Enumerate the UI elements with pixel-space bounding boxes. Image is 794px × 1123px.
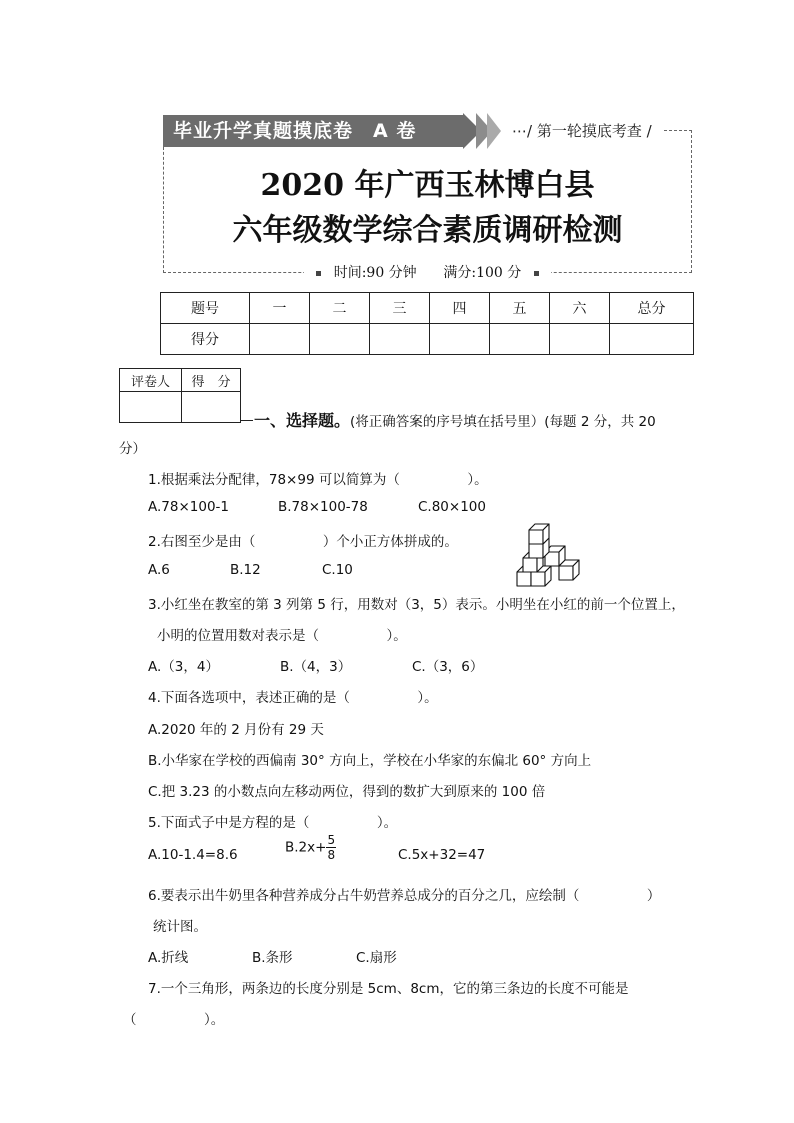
score-cell: 二 [310, 293, 370, 324]
scorer-box [119, 368, 241, 423]
section1-title: 一、选择题。 [254, 411, 351, 430]
cube-icon [529, 524, 549, 544]
q4-option-a[interactable]: A.2020 年的 2 月份有 29 天 [148, 722, 324, 738]
score-input-cell[interactable] [490, 324, 550, 355]
q2-option-a[interactable]: A.6 [148, 562, 170, 578]
q3-option-c[interactable]: C.（3，6） [412, 659, 484, 675]
exam-full-score: 满分:100 分 [443, 265, 522, 281]
fraction-numerator: 5 [327, 833, 336, 847]
section1-instruction: (将正确答案的序号填在括号里）(每题 2 分，共 20 [350, 414, 656, 430]
score-cell: 六 [550, 293, 610, 324]
q1-option-b[interactable]: B.78×100-78 [278, 499, 368, 515]
volume-label: A 卷 [373, 120, 417, 142]
q6-option-b[interactable]: B.条形 [252, 950, 293, 966]
score-cell: 题号 [161, 293, 250, 324]
square-bullet-icon [316, 271, 321, 276]
score-table-header-row [161, 293, 694, 324]
q7-stem-cont: （ ）。 [123, 1012, 225, 1028]
chevron-decoration-icon [487, 113, 501, 149]
score-input[interactable] [182, 392, 241, 423]
fraction-denominator: 8 [327, 848, 336, 862]
slash-icon: / [641, 122, 652, 140]
frame-divider [664, 130, 692, 131]
q3-option-a[interactable]: A.（3，4） [148, 659, 219, 675]
score-label: 得 分 [182, 369, 241, 392]
q6-option-a[interactable]: A.折线 [148, 950, 189, 966]
q2-option-b[interactable]: B.12 [230, 562, 261, 578]
score-table-score-row [161, 324, 694, 355]
exam-meta [163, 262, 692, 282]
section1-heading [254, 408, 656, 431]
score-input-cell[interactable] [550, 324, 610, 355]
reviewer-input[interactable] [120, 392, 182, 423]
slash-icon: ⋯/ [512, 122, 537, 140]
round-label: 第一轮摸底考查 [536, 122, 642, 140]
q5-option-b[interactable] [285, 833, 336, 862]
q1-stem: 1.根据乘法分配律，78×99 可以简算为（ ）。 [148, 472, 488, 488]
series-banner [163, 115, 463, 147]
score-input-cell[interactable] [370, 324, 430, 355]
score-cell: 四 [430, 293, 490, 324]
exam-title-line1: 2020 年广西玉林博白县 [260, 168, 595, 203]
score-input-cell[interactable] [250, 324, 310, 355]
section1-instruction-cont: 分） [119, 441, 146, 457]
score-input-cell[interactable] [610, 324, 694, 355]
q3-stem-cont: 小明的位置用数对表示是（ ）。 [157, 628, 407, 644]
q7-stem: 7.一个三角形，两条边的长度分别是 5cm、8cm，它的第三条边的长度不可能是 [148, 981, 629, 997]
q6-stem-cont: 统计图。 [153, 919, 207, 935]
q3-option-b[interactable]: B.（4，3） [280, 659, 352, 675]
score-cell: 三 [370, 293, 430, 324]
q6-stem: 6.要表示出牛奶里各种营养成分占牛奶营养总成分的百分之几，应绘制（ ） [148, 888, 661, 904]
fraction [326, 833, 336, 862]
q5-option-c[interactable]: C.5x+32=47 [398, 847, 486, 863]
q2-option-c[interactable]: C.10 [322, 562, 353, 578]
score-input-cell[interactable] [310, 324, 370, 355]
q4-stem: 4.下面各选项中，表述正确的是（ ）。 [148, 690, 438, 706]
exam-time: 时间:90 分钟 [333, 265, 417, 281]
score-cell: 一 [250, 293, 310, 324]
score-table [160, 292, 694, 355]
score-cell: 总分 [610, 293, 694, 324]
q1-option-a[interactable]: A.78×100-1 [148, 499, 230, 515]
score-input-cell[interactable] [430, 324, 490, 355]
reviewer-label: 评卷人 [120, 369, 182, 392]
square-bullet-icon [534, 271, 539, 276]
q2-stem: 2.右图至少是由（ ）个小正方体拼成的。 [148, 534, 458, 550]
exam-title-line2: 六年级数学综合素质调研检测 [232, 213, 623, 248]
q6-option-c[interactable]: C.扇形 [356, 950, 397, 966]
q1-option-c[interactable]: C.80×100 [418, 499, 486, 515]
q5-stem: 5.下面式子中是方程的是（ ）。 [148, 815, 398, 831]
cube-stack-figure [515, 520, 585, 590]
section-underline [241, 420, 253, 421]
q5-option-a[interactable]: A.10-1.4=8.6 [148, 847, 238, 863]
q4-option-c[interactable]: C.把 3.23 的小数点向左移动两位，得到的数扩大到原来的 100 倍 [148, 784, 546, 800]
q3-stem: 3.小红坐在教室的第 3 列第 5 行，用数对（3，5）表示。小明坐在小红的前一个位置上， [148, 597, 685, 613]
series-label: 毕业升学真题摸底卷 [173, 120, 354, 142]
round-tag [512, 120, 652, 141]
score-cell: 五 [490, 293, 550, 324]
score-row-label: 得分 [161, 324, 250, 355]
q4-option-b[interactable]: B.小华家在学校的西偏南 30° 方向上，学校在小华家的东偏北 60° 方向上 [148, 753, 592, 769]
q5-option-b-prefix: B.2x+ [285, 839, 327, 856]
